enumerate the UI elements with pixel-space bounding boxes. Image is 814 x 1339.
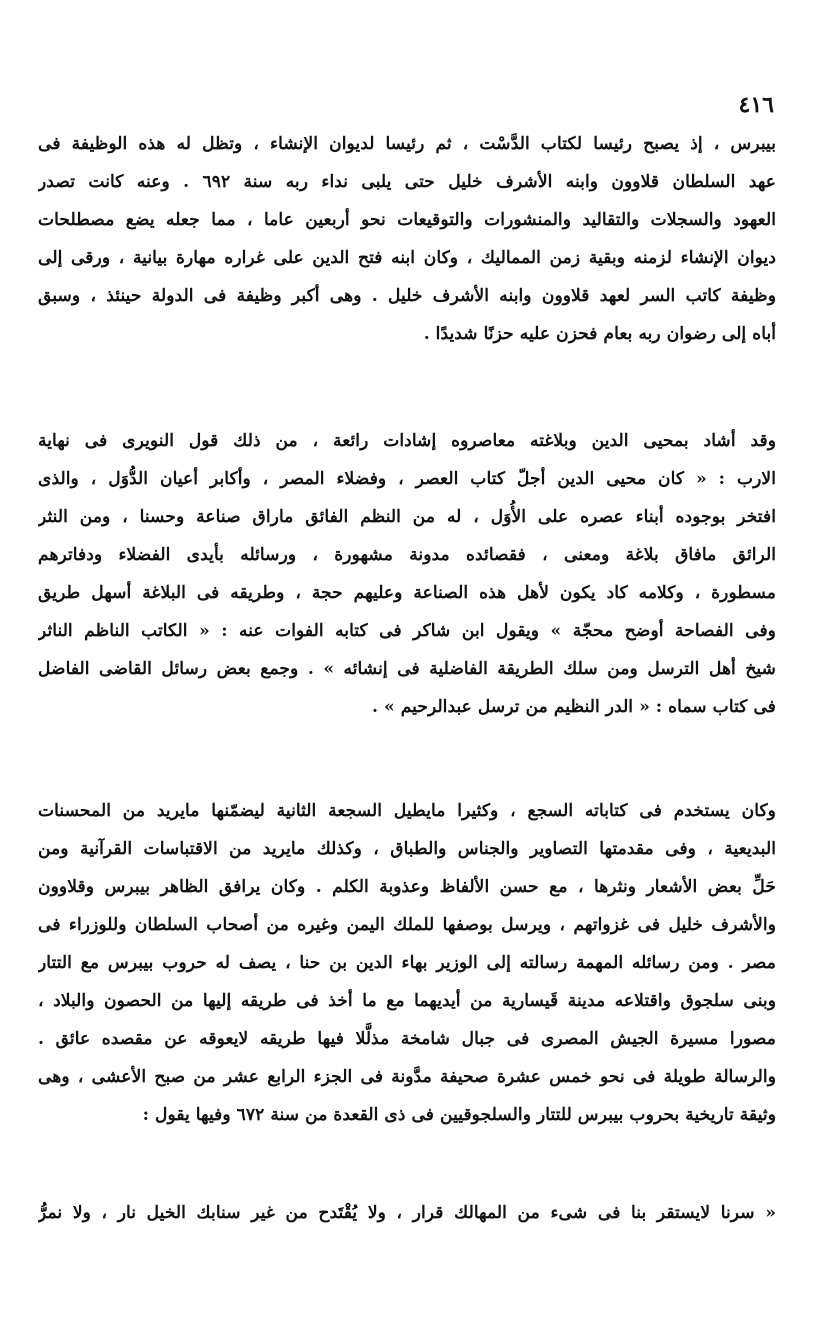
text-line: مصورا مسيرة الجيش المصرى فى جبال شامخة مذلَّلا فيها طريقه لايعوقه عن مقصده عائق . — [38, 1029, 776, 1049]
page-number: ٤١٦ — [738, 92, 774, 118]
text-line: وفى الفصاحة أوضح محجّة » ويقول ابن شاكر فى كتابه الفوات عنه : « الكاتب الناظم الناثر — [38, 621, 776, 641]
text-line: عهد السلطان قلاوون وابنه الأشرف خليل حتى يلبى نداء ربه سنة ٦٩٢ . وعنه كانت تصدر — [38, 172, 776, 192]
text-line: مصر . ومن رسائله المهمة رسالته إلى الوزير بهاء الدين بن حنا ، يصف له حروب بيبرس مع التتار — [38, 953, 776, 973]
paragraph-3 — [38, 792, 776, 1134]
text-line: بيبرس ، إذ يصبح رئيسا لكتاب الدَّسْت ، ثم رئيسا لديوان الإنشاء ، وتظل له هذه الوظيفة فى — [38, 134, 776, 154]
text-line: ديوان الإنشاء لزمنه وبقية زمن المماليك ، وكان ابنه فتح الدين على غراره مهارة بيانية ، ورقى إلى — [38, 248, 776, 268]
text-line: افتخر بوجوده أبناء عصره على الأُوَل ، له من النظم الفائق ماراق صناعة وحسنا ، ومن النثر — [38, 507, 776, 527]
text-line: شيخ أهل الترسل ومن سلك الطريقة الفاضلية فى إنشائه » . وجمع بعض رسائل القاضى الفاضل — [38, 659, 776, 679]
text-line: والأشرف خليل فى غزواتهم ، ويرسل بوصفها للملك اليمن وغيره من أصحاب السلطان وللوزراء فى — [38, 915, 776, 935]
text-line: وقد أشاد بمحيى الدين وبلاغته معاصروه إشادات رائعة ، من ذلك قول النويرى فى نهاية — [38, 431, 776, 451]
text-line: وظيفة كاتب السر لعهد قلاوون وابنه الأشرف خليل . وهى أكبر وظيفة فى الدولة حينئذ ، وسبق — [38, 286, 776, 306]
paragraph-1 — [38, 125, 776, 353]
text-line: وثيقة تاريخية بحروب بيبرس للتتار والسلجوقيين فى ذى القعدة من سنة ٦٧٢ وفيها يقول : — [142, 1105, 776, 1125]
text-line: العهود والسجلات والتقاليد والمنشورات والتوقيعات نحو أربعين عاما ، مما جعله يضع مصطلحات — [38, 210, 776, 230]
text-line: والرسالة طويلة فى نحو خمس عشرة صحيفة مدَّونة فى الجزء الرابع عشر من صبح الأعشى ، وهى — [38, 1067, 776, 1087]
text-line: الرائق مافاق بلاغة ومعنى ، فقصائده مدونة مشهورة ، ورسائله بأيدى الفضلاء ودفاترهم — [38, 545, 776, 565]
text-line: الارب : « كان محيى الدين أجلّ كتاب العصر ، وفضلاء المصر ، وأكابر أعيان الدُّوَل ، والذى — [38, 469, 776, 489]
text-line: وبنى سلجوق واقتلاعه مدينة قَيسارية من أيديهما مع ما أخذ فى طريقه إليها من الحصون والبلاد ، — [38, 991, 776, 1011]
text-line: « سرنا لايستقر بنا فى شىء من المهالك قرار ، ولا يُقْتَدح من غير سنابك الخيل نار ، ولا نمرُّ — [38, 1203, 776, 1223]
text-line: وكان يستخدم فى كتاباته السجع ، وكثيرا مايطيل السجعة الثانية ليضمّنها مايريد من المحسنات — [38, 801, 776, 821]
text-line: حَلِّ بعض الأشعار ونثرها ، مع حسن الألفاظ وعذوبة الكلم . وكان يرافق الظاهر بيبرس وقلاوون — [38, 877, 776, 897]
paragraph-2 — [38, 422, 776, 726]
text-line: مسطورة ، وكلامه كاد يكون لأهل هذه الصناعة وعليهم حجة ، وطريقه فى البلاغة أسهل طريق — [38, 583, 776, 603]
text-line: البديعية ، وفى مقدمتها التصاوير والجناس والطباق ، وكذلك مايريد من الاقتباسات القرآنية ومن — [38, 839, 776, 859]
text-line: أباه إلى رضوان ربه بعام فحزن عليه حزنًا شديدًا . — [423, 324, 776, 344]
quotation-paragraph — [38, 1194, 776, 1232]
text-line: فى كتاب سماه : « الدر النظيم من ترسل عبدالرحيم » . — [372, 697, 776, 717]
